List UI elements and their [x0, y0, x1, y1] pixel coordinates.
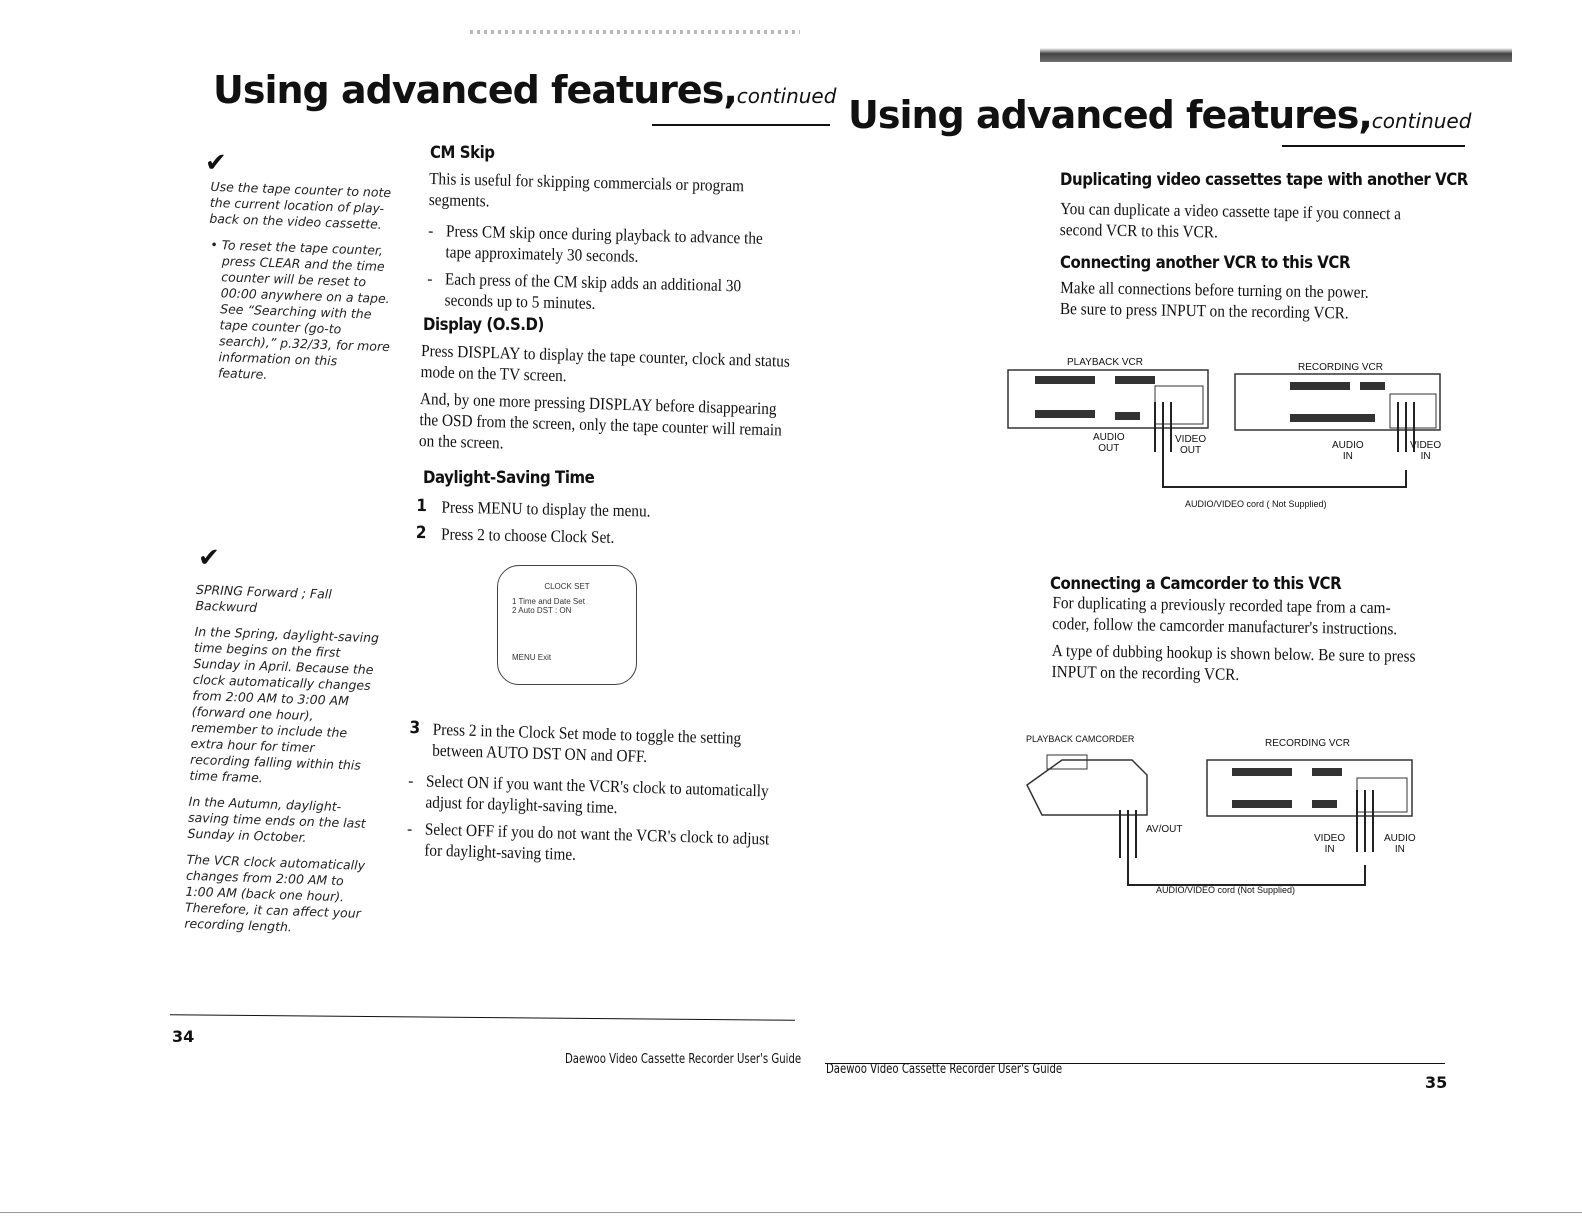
note-text: The VCR clock automatically changes from 2:00 AM to 1:00 AM (back one hour). Therefore, it can affect your recording length.	[184, 851, 366, 935]
camcorder-to-vcr-diagram	[1022, 730, 1442, 900]
dst-step3	[406, 718, 778, 877]
footer-text: Daewoo Video Cassette Recorder User's Guide	[565, 1052, 802, 1067]
title-rule	[1282, 145, 1465, 147]
display-body	[419, 340, 791, 468]
footer-rule	[170, 1014, 795, 1020]
cord-label: AUDIO/VIDEO cord (Not Supplied)	[1156, 885, 1296, 895]
camcorder-heading: Connecting a Camcorder to this VCR	[1050, 574, 1342, 594]
cm-skip-heading: CM Skip	[430, 143, 495, 163]
checkmark-icon: ✔	[205, 148, 227, 178]
osd-title: CLOCK SET	[544, 582, 590, 591]
list-item: - Select ON if you want the VCR's clock to automatically adjust for daylight-saving time.	[408, 771, 769, 818]
vcr-hookup-illustration	[1005, 352, 1450, 517]
video-out-label: VIDEO OUT	[1175, 434, 1207, 456]
duplicating-text: You can duplicate a video cassette tape if you connect a second VCR to this VCR.	[1059, 199, 1402, 242]
camcorder-text: A type of dubbing hookup is shown below. Be sure to press INPUT on the recording VCR.	[1051, 640, 1416, 684]
audio-out-label: AUDIO OUT	[1093, 432, 1125, 454]
vcr-to-vcr-diagram	[1005, 352, 1450, 517]
note-bullet: • To reset the tape counter, press CLEAR and the time counter will be reset to 00:00 anywhere on a tape. See “Searching with the tape counter (go-to search),” p.32/33, for more information on this feature.	[210, 236, 391, 382]
title-rule	[652, 124, 830, 126]
audio-in-label: AUDIO IN	[1384, 833, 1416, 855]
step-item: 1 Press MENU to display the menu.	[416, 496, 651, 521]
playback-camcorder-label: PLAYBACK CAMCORDER	[1026, 734, 1135, 744]
connecting-text: Be sure to press INPUT on the recording VCR.	[1059, 299, 1349, 323]
duplicating-heading: Duplicating video cassettes tape with another VCR	[1060, 170, 1468, 190]
step-item: 3 Press 2 in the Clock Set mode to toggle the setting between AUTO DST ON and OFF.	[409, 718, 742, 766]
note-text: In the Autumn, daylight-saving time ends on the last Sunday in October.	[187, 793, 366, 845]
scan-edge	[0, 1212, 1582, 1213]
video-in-label: VIDEO IN	[1410, 440, 1442, 462]
osd-item: 1 Time and Date Set	[512, 597, 585, 606]
scan-artifact	[1040, 48, 1512, 62]
audio-in-label: AUDIO IN	[1332, 440, 1364, 462]
camcorder-hookup-illustration	[1022, 730, 1442, 900]
list-item: - Press CM skip once during playback to advance the tape approximately 30 seconds.	[428, 221, 764, 266]
playback-vcr-label: PLAYBACK VCR	[1067, 357, 1143, 368]
left-page-title: Using advanced features,continued	[213, 68, 837, 112]
note-text: In the Spring, daylight-saving time begins on the first Sunday in April. Because the clock automatically changes from 2:00 AM to 3:00 AM (forward one hour), remember to include the extra hour for timer recording falling within this time frame.	[189, 623, 380, 786]
list-item: - Each press of the CM skip adds an additional 30 seconds up to 5 minutes.	[427, 268, 742, 313]
connecting-text: Make all connections before turning on the power.	[1060, 278, 1369, 302]
note-heading: SPRING Forward ; Fall Backwurd	[195, 581, 333, 616]
osd-clock-set-screen	[497, 565, 637, 685]
camcorder-body	[1051, 592, 1421, 694]
cord-label: AUDIO/VIDEO cord ( Not Supplied)	[1185, 499, 1327, 509]
list-item: - Select OFF if you do not want the VCR's clock to adjust for daylight-saving time.	[406, 818, 770, 864]
osd-footer: MENU Exit	[512, 653, 552, 662]
step-item: 2 Press 2 to choose Clock Set.	[415, 523, 615, 547]
av-out-label: AV/OUT	[1146, 824, 1183, 835]
note-text: Use the tape counter to note the current location of play-back on the video cassette.	[209, 178, 392, 232]
right-page-title: Using advanced features,continued	[848, 93, 1472, 137]
display-text: Press DISPLAY to display the tape counter, clock and status mode on the TV screen.	[420, 341, 791, 386]
video-in-label: VIDEO IN	[1314, 833, 1346, 855]
page-number: 34	[172, 1027, 195, 1046]
camcorder-text: For duplicating a previously recorded tape from a cam-coder, follow the camcorder manufacturer's instructions.	[1052, 593, 1398, 639]
connecting-vcr-heading: Connecting another VCR to this VCR	[1060, 253, 1351, 273]
dst-steps	[416, 496, 777, 557]
checkmark-icon: ✔	[198, 543, 220, 573]
scan-artifact	[470, 30, 800, 34]
cm-skip-body	[427, 168, 790, 324]
display-text: And, by one more pressing DISPLAY before disappearing the OSD from the screen, only the tape counter will remain on the screen.	[418, 389, 783, 453]
page-number: 35	[1425, 1073, 1448, 1092]
osd-item: 2 Auto DST : ON	[512, 606, 572, 615]
cm-skip-intro: This is useful for skipping commercials or program segments.	[428, 169, 745, 211]
recording-vcr-label: RECORDING VCR	[1298, 362, 1384, 373]
display-heading: Display (O.S.D)	[423, 315, 544, 335]
connecting-vcr-body	[1060, 277, 1439, 331]
dst-heading: Daylight-Saving Time	[423, 468, 595, 488]
sidebar-note-1	[203, 179, 395, 397]
footer-text: Daewoo Video Cassette Recorder User's Guide	[826, 1062, 1063, 1077]
sidebar-note-2	[184, 582, 381, 948]
recording-vcr-label: RECORDING VCR	[1265, 738, 1351, 749]
